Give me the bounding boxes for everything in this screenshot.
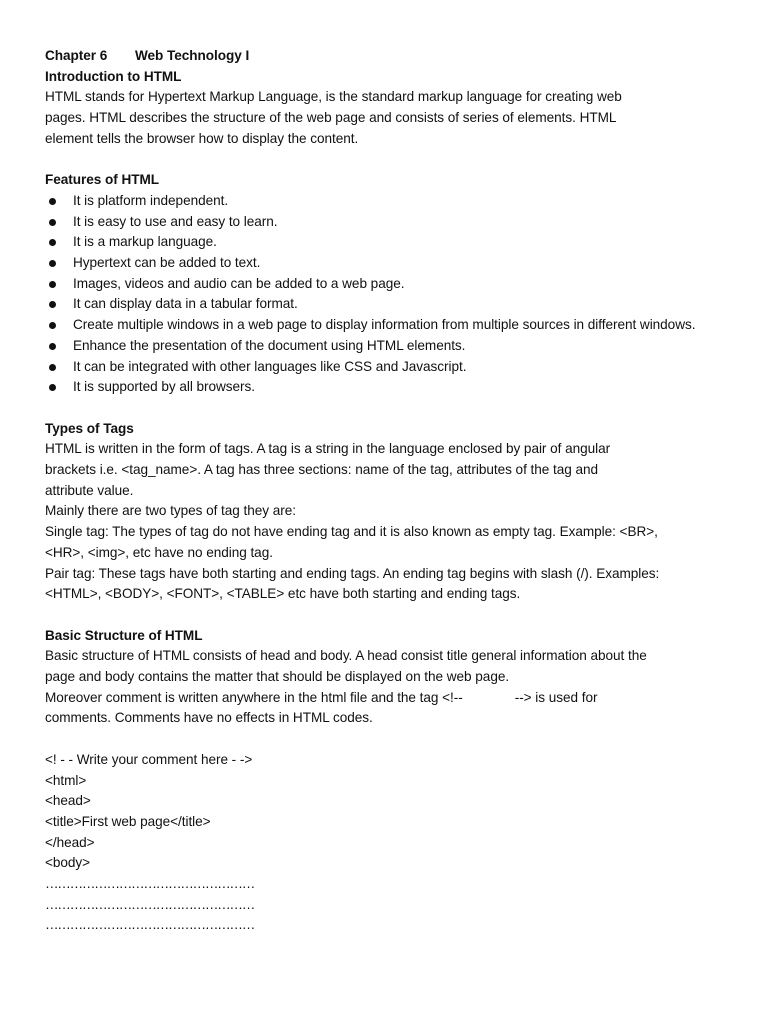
intro-line: HTML stands for Hypertext Markup Language, is the standard markup language for creating web: [45, 89, 622, 105]
code-line: <html>: [45, 772, 87, 788]
bullet-icon: [49, 219, 56, 226]
list-item: [45, 336, 725, 357]
code-line: <title>First web page</title>: [45, 813, 211, 829]
list-item-text: Create multiple windows in a web page to display information from multiple sources in different windows.: [73, 317, 696, 333]
bullet-icon: [49, 239, 56, 246]
bullet-icon: [49, 384, 56, 391]
bullet-icon: [49, 281, 56, 288]
list-item-text: Images, videos and audio can be added to a web page.: [73, 275, 405, 291]
list-item-text: It is supported by all browsers.: [73, 379, 255, 395]
list-item-text: It is a markup language.: [73, 234, 217, 250]
tags-line: attribute value.: [45, 482, 134, 498]
tags-heading: Types of Tags: [45, 420, 134, 436]
list-item-text: It is easy to use and easy to learn.: [73, 213, 278, 229]
code-dots-line: ……………………………………………: [45, 896, 254, 912]
chapter-number: Chapter 6: [45, 48, 108, 63]
bullet-icon: [49, 343, 56, 350]
code-dots-line: ……………………………………………: [45, 876, 254, 892]
spacer: [45, 398, 725, 419]
bullet-icon: [49, 364, 56, 371]
structure-comment-line: [45, 688, 725, 709]
code-line: <! - - Write your comment here - ->: [45, 751, 253, 767]
chapter-header: [45, 46, 725, 67]
list-item: [45, 357, 725, 378]
intro-heading: Introduction to HTML: [45, 68, 182, 84]
intro-line: pages. HTML describes the structure of the web page and consists of series of elements. HTML: [45, 110, 617, 126]
tags-line: <HR>, <img>, etc have no ending tag.: [45, 544, 273, 560]
code-line: </head>: [45, 834, 95, 850]
list-item: [45, 294, 725, 315]
spacer: [45, 150, 725, 171]
comment-line-start: Moreover comment is written anywhere in the html file and the tag <!--: [45, 689, 463, 705]
list-item: [45, 212, 725, 233]
tags-line: Mainly there are two types of tag they are:: [45, 503, 296, 519]
code-line: <body>: [45, 855, 91, 871]
intro-line: element tells the browser how to display the content.: [45, 130, 359, 146]
list-item: [45, 377, 725, 398]
tags-line: HTML is written in the form of tags. A tag is a string in the language enclosed by pair of angular: [45, 441, 611, 457]
bullet-icon: [49, 301, 56, 308]
list-item: [45, 232, 725, 253]
code-dots-line: ……………………………………………: [45, 917, 254, 933]
bullet-icon: [49, 322, 56, 329]
structure-line: comments. Comments have no effects in HTML codes.: [45, 710, 373, 726]
tags-line: Single tag: The types of tag do not have ending tag and it is also known as empty tag. Example: <BR>,: [45, 524, 658, 540]
list-item-text: It is platform independent.: [73, 192, 229, 208]
spacer: [45, 729, 725, 750]
comment-line-end: --> is used for: [514, 689, 598, 705]
features-heading: Features of HTML: [45, 172, 159, 188]
structure-line: Basic structure of HTML consists of head and body. A head consist title general information about the: [45, 648, 647, 664]
list-item-text: Enhance the presentation of the document using HTML elements.: [73, 337, 466, 353]
tags-line: Pair tag: These tags have both starting and ending tags. An ending tag begins with slash (/). Examples:: [45, 565, 660, 581]
code-line: <head>: [45, 793, 91, 809]
document-content: [45, 46, 725, 936]
list-item: [45, 274, 725, 295]
bullet-icon: [49, 260, 56, 267]
structure-heading: Basic Structure of HTML: [45, 627, 203, 643]
tags-line: <HTML>, <BODY>, <FONT>, <TABLE> etc have both starting and ending tags.: [45, 586, 521, 602]
list-item: [45, 191, 725, 212]
spacer: [45, 605, 725, 626]
list-item-text: Hypertext can be added to text.: [73, 255, 261, 271]
structure-line: page and body contains the matter that should be displayed on the web page.: [45, 669, 510, 685]
list-item-text: It can display data in a tabular format.: [73, 296, 298, 312]
bullet-icon: [49, 198, 56, 205]
list-item-text: It can be integrated with other languages like CSS and Javascript.: [73, 358, 467, 374]
chapter-title: Web Technology I: [135, 48, 250, 63]
features-list: [45, 191, 725, 398]
list-item: [45, 253, 725, 274]
tags-line: brackets i.e. <tag_name>. A tag has three sections: name of the tag, attributes of the tag and: [45, 462, 599, 478]
list-item: [45, 315, 725, 336]
